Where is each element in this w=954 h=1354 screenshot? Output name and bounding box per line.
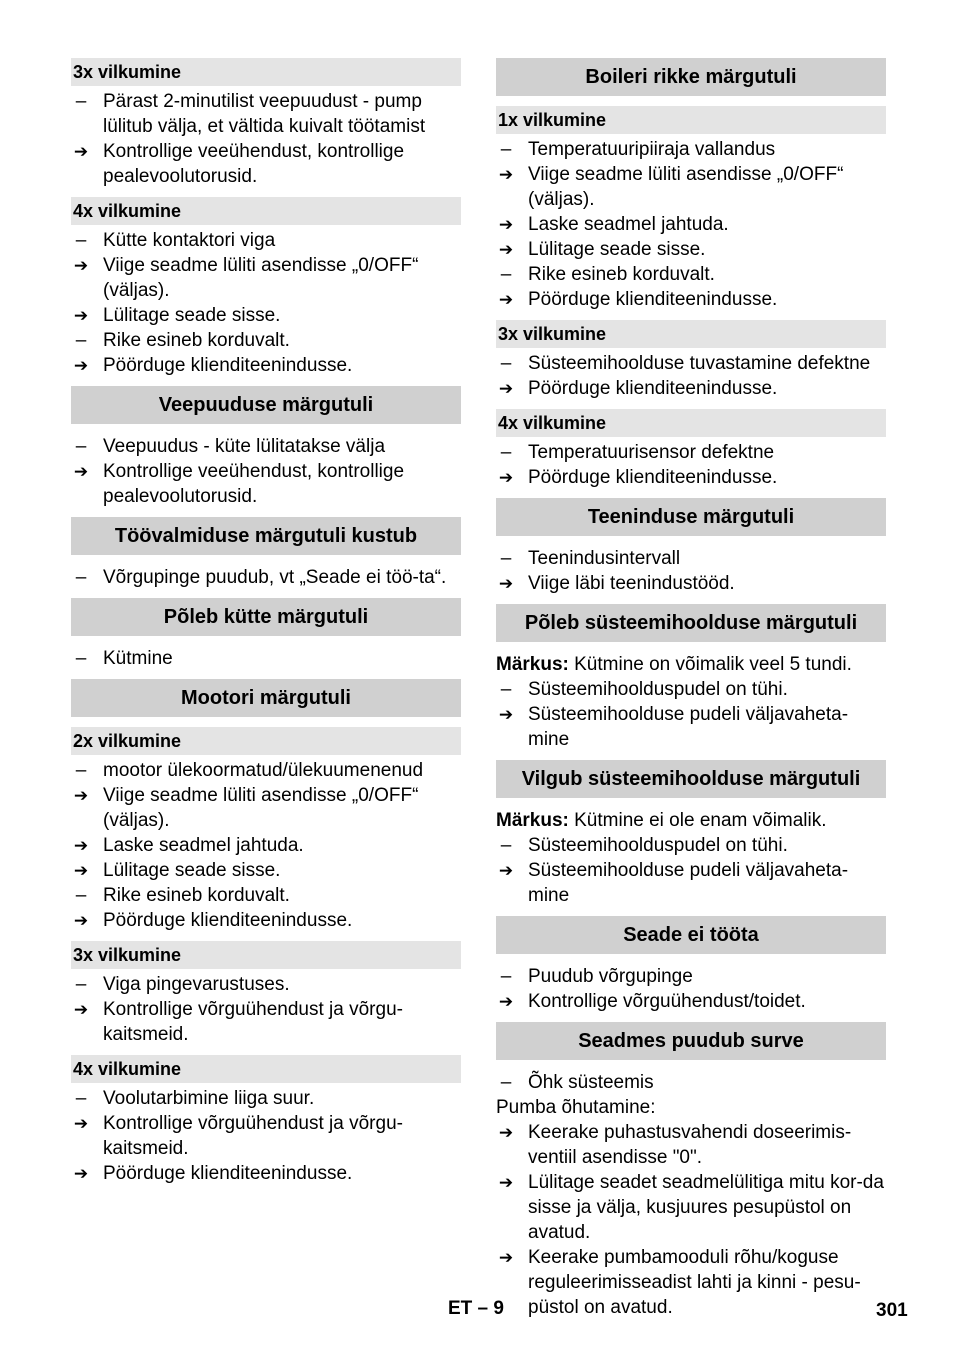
- arrow-bullet-icon: ➔: [498, 574, 514, 593]
- arrow-bullet-icon: ➔: [73, 1164, 89, 1183]
- remedy-item: [71, 908, 461, 933]
- item-text: Puudub võrgupinge: [528, 966, 693, 987]
- remedy-item: [71, 858, 461, 883]
- subsection-heading: 4x vilkumine: [496, 409, 886, 437]
- remedy-item: [496, 465, 886, 490]
- dash-bullet-icon: –: [75, 91, 87, 112]
- note-label: Märkus:: [496, 810, 569, 831]
- cause-item: [496, 351, 886, 376]
- remedy-item: [71, 459, 461, 509]
- remedy-item: [496, 287, 886, 312]
- item-text: Rike esineb korduvalt.: [528, 264, 715, 285]
- item-text: Lülitage seadet seadmelülitiga mitu kor-da sisse ja välja, kusjuures pesupüstol on avatud.: [528, 1172, 884, 1243]
- item-text: Pöörduge klienditeenindusse.: [103, 355, 353, 376]
- arrow-bullet-icon: ➔: [498, 861, 514, 880]
- item-text: Viga pingevarustuses.: [103, 974, 290, 995]
- item-text: Kontrollige veeühendust, kontrollige pealevoolutorusid.: [103, 141, 405, 187]
- item-text: Keerake puhastusvahendi doseerimis-ventiil asendisse "0".: [528, 1122, 852, 1168]
- item-text: Lülitage seade sisse.: [103, 860, 281, 881]
- item-text: Laske seadmel jahtuda.: [103, 835, 304, 856]
- remedy-item: [71, 1111, 461, 1161]
- arrow-bullet-icon: ➔: [73, 462, 89, 481]
- remedy-item: [71, 253, 461, 303]
- cause-item: [71, 565, 461, 590]
- item-text: Lülitage seade sisse.: [528, 239, 706, 260]
- arrow-bullet-icon: ➔: [498, 379, 514, 398]
- right-column: [496, 58, 886, 1320]
- arrow-bullet-icon: ➔: [73, 306, 89, 325]
- item-text: Kontrollige võrguühendust ja võrgu-kaitsmeid.: [103, 1113, 403, 1159]
- cause-item: [71, 434, 461, 459]
- cause-item: [496, 1070, 886, 1095]
- arrow-bullet-icon: ➔: [73, 142, 89, 161]
- item-text: Õhk süsteemis: [528, 1072, 654, 1093]
- item-text: Pöörduge klienditeenindusse.: [103, 1163, 353, 1184]
- dash-bullet-icon: –: [500, 442, 512, 463]
- dash-bullet-icon: –: [75, 760, 87, 781]
- item-text: Võrgupinge puudub, vt „Seade ei töö-ta“.: [103, 567, 447, 588]
- item-text: Viige seadme lüliti asendisse „0/OFF“ (väljas).: [103, 785, 419, 831]
- item-text: Kontrollige võrguühendust/toidet.: [528, 991, 806, 1012]
- arrow-bullet-icon: ➔: [73, 836, 89, 855]
- dash-bullet-icon: –: [75, 436, 87, 457]
- item-text: Pöörduge klienditeenindusse.: [528, 378, 778, 399]
- item-text: Kontrollige võrguühendust ja võrgu-kaitsmeid.: [103, 999, 403, 1045]
- arrow-bullet-icon: ➔: [498, 1248, 514, 1267]
- arrow-bullet-icon: ➔: [498, 1123, 514, 1142]
- remedy-item: [496, 1170, 886, 1245]
- section-heading: Boileri rikke märgutuli: [496, 58, 886, 96]
- item-text: Temperatuurisensor defektne: [528, 442, 775, 463]
- arrow-bullet-icon: ➔: [498, 215, 514, 234]
- remedy-item: [496, 162, 886, 212]
- subsection-heading: 1x vilkumine: [496, 106, 886, 134]
- dash-bullet-icon: –: [75, 885, 87, 906]
- remedy-item: [496, 1120, 886, 1170]
- left-column: [71, 58, 461, 1186]
- item-text: mootor ülekoormatud/ülekuumenenud: [103, 760, 424, 781]
- item-text: Viige läbi teenindustööd.: [528, 573, 735, 594]
- cause-item: [71, 646, 461, 671]
- page-number: 301: [876, 1300, 908, 1321]
- remedy-item: [71, 1161, 461, 1186]
- dash-bullet-icon: –: [500, 139, 512, 160]
- note-text: Kütmine ei ole enam võimalik.: [568, 810, 827, 831]
- section-heading: Teeninduse märgutuli: [496, 498, 886, 536]
- item-text: Kontrollige veeühendust, kontrollige pealevoolutorusid.: [103, 461, 405, 507]
- dash-bullet-icon: –: [75, 567, 87, 588]
- remedy-item: [71, 139, 461, 189]
- arrow-bullet-icon: ➔: [73, 256, 89, 275]
- arrow-bullet-icon: ➔: [498, 1173, 514, 1192]
- section-heading: Seadmes puudub surve: [496, 1022, 886, 1060]
- remedy-item: [496, 702, 886, 752]
- dash-bullet-icon: –: [75, 974, 87, 995]
- section-heading: Veepuuduse märgutuli: [71, 386, 461, 424]
- cause-item: [496, 677, 886, 702]
- cause-item: [496, 833, 886, 858]
- note-label: Märkus:: [496, 654, 569, 675]
- arrow-bullet-icon: ➔: [498, 290, 514, 309]
- arrow-bullet-icon: ➔: [73, 1114, 89, 1133]
- cause-item: [71, 89, 461, 139]
- section-footer: ET – 9: [448, 1298, 504, 1319]
- item-text: Temperatuuripiiraja vallandus: [528, 139, 776, 160]
- dash-bullet-icon: –: [500, 353, 512, 374]
- section-heading: Põleb süsteemihoolduse märgutuli: [496, 604, 886, 642]
- section-heading: Töövalmiduse märgutuli kustub: [71, 517, 461, 555]
- cause-item: [71, 883, 461, 908]
- dash-bullet-icon: –: [75, 1088, 87, 1109]
- item-text: Süsteemihoolduse tuvastamine defektne: [528, 353, 871, 374]
- remedy-item: [496, 989, 886, 1014]
- remedy-item: [71, 833, 461, 858]
- item-text: Voolutarbimine liiga suur.: [103, 1088, 315, 1109]
- dash-bullet-icon: –: [500, 679, 512, 700]
- item-text: Pöörduge klienditeenindusse.: [528, 289, 778, 310]
- remedy-item: [496, 212, 886, 237]
- section-heading: Seade ei tööta: [496, 916, 886, 954]
- arrow-bullet-icon: ➔: [498, 468, 514, 487]
- remedy-item: [71, 303, 461, 328]
- cause-item: [496, 262, 886, 287]
- dash-bullet-icon: –: [500, 966, 512, 987]
- arrow-bullet-icon: ➔: [73, 356, 89, 375]
- dash-bullet-icon: –: [75, 230, 87, 251]
- section-heading: Vilgub süsteemihoolduse märgutuli: [496, 760, 886, 798]
- item-text: Rike esineb korduvalt.: [103, 330, 290, 351]
- cause-item: [71, 1086, 461, 1111]
- item-text: Rike esineb korduvalt.: [103, 885, 290, 906]
- dash-bullet-icon: –: [75, 648, 87, 669]
- paragraph: Pumba õhutamine:: [496, 1097, 656, 1118]
- subsection-heading: 4x vilkumine: [71, 197, 461, 225]
- remedy-item: [71, 783, 461, 833]
- cause-item: [496, 964, 886, 989]
- item-text: Pöörduge klienditeenindusse.: [103, 910, 353, 931]
- item-text: Viige seadme lüliti asendisse „0/OFF“ (väljas).: [528, 164, 844, 210]
- section-heading: Põleb kütte märgutuli: [71, 598, 461, 636]
- remedy-item: [71, 997, 461, 1047]
- arrow-bullet-icon: ➔: [73, 911, 89, 930]
- dash-bullet-icon: –: [500, 1072, 512, 1093]
- subsection-heading: 4x vilkumine: [71, 1055, 461, 1083]
- item-text: Laske seadmel jahtuda.: [528, 214, 729, 235]
- item-text: Kütte kontaktori viga: [103, 230, 276, 251]
- note: [496, 652, 886, 677]
- arrow-bullet-icon: ➔: [498, 705, 514, 724]
- cause-item: [71, 228, 461, 253]
- cause-item: [71, 972, 461, 997]
- subsection-heading: 3x vilkumine: [71, 941, 461, 969]
- arrow-bullet-icon: ➔: [498, 992, 514, 1011]
- arrow-bullet-icon: ➔: [73, 1000, 89, 1019]
- note: [496, 808, 886, 833]
- remedy-item: [496, 571, 886, 596]
- remedy-item: [496, 376, 886, 401]
- cause-item: [496, 137, 886, 162]
- item-text: Pärast 2-minutilist veepuudust - pump lülitub välja, et vältida kuivalt töötamist: [103, 91, 426, 137]
- arrow-bullet-icon: ➔: [73, 861, 89, 880]
- section-heading: Mootori märgutuli: [71, 679, 461, 717]
- cause-item: [496, 440, 886, 465]
- item-text: Pöörduge klienditeenindusse.: [528, 467, 778, 488]
- item-text: Keerake pumbamooduli rõhu/koguse reguleerimisseadist lahti ja kinni - pesu-püstol on avatud.: [528, 1247, 861, 1318]
- arrow-bullet-icon: ➔: [498, 165, 514, 184]
- item-text: Süsteemihoolduspudel on tühi.: [528, 835, 788, 856]
- dash-bullet-icon: –: [500, 835, 512, 856]
- arrow-bullet-icon: ➔: [498, 240, 514, 259]
- item-text: Viige seadme lüliti asendisse „0/OFF“ (väljas).: [103, 255, 419, 301]
- remedy-item: [496, 237, 886, 262]
- item-text: Veepuudus - küte lülitatakse välja: [103, 436, 386, 457]
- item-text: Süsteemihoolduspudel on tühi.: [528, 679, 788, 700]
- item-text: Süsteemihoolduse pudeli väljavaheta-mine: [528, 860, 849, 906]
- remedy-item: [496, 1245, 886, 1320]
- remedy-item: [71, 353, 461, 378]
- dash-bullet-icon: –: [500, 264, 512, 285]
- cause-item: [496, 546, 886, 571]
- arrow-bullet-icon: ➔: [73, 786, 89, 805]
- item-text: Lülitage seade sisse.: [103, 305, 281, 326]
- item-text: Teenindusintervall: [528, 548, 681, 569]
- dash-bullet-icon: –: [500, 548, 512, 569]
- item-text: Süsteemihoolduse pudeli väljavaheta-mine: [528, 704, 849, 750]
- subsection-heading: 3x vilkumine: [496, 320, 886, 348]
- dash-bullet-icon: –: [75, 330, 87, 351]
- subsection-heading: 2x vilkumine: [71, 727, 461, 755]
- subsection-heading: 3x vilkumine: [71, 58, 461, 86]
- cause-item: [71, 758, 461, 783]
- remedy-item: [496, 858, 886, 908]
- cause-item: [71, 328, 461, 353]
- item-text: Kütmine: [103, 648, 173, 669]
- note-text: Kütmine on võimalik veel 5 tundi.: [568, 654, 852, 675]
